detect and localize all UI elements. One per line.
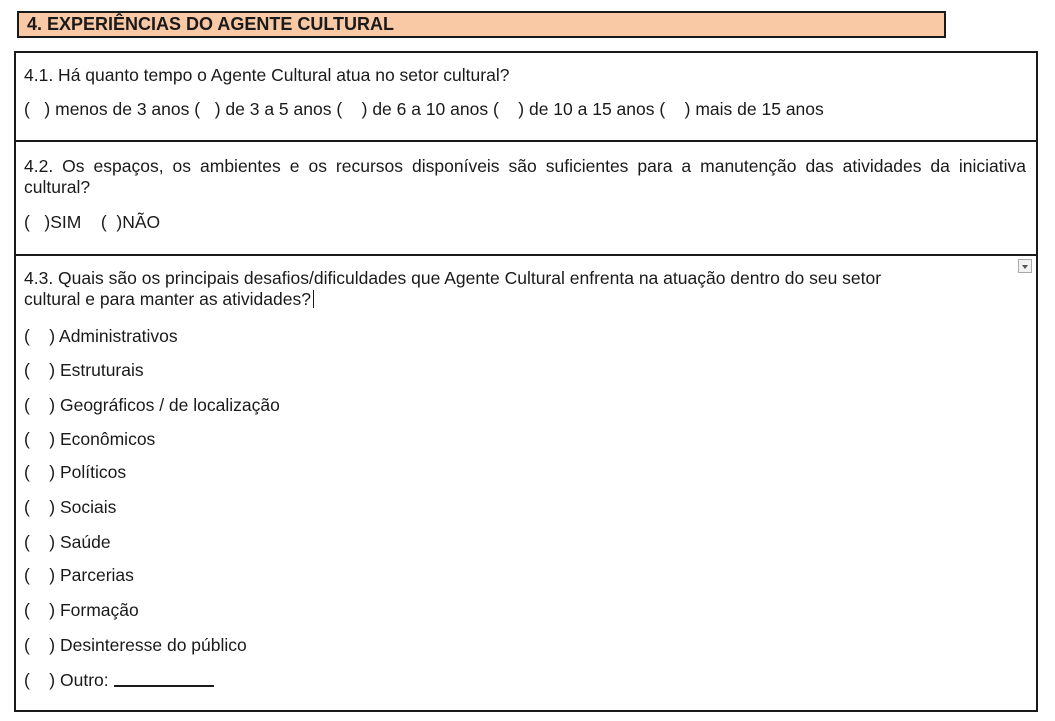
list-item	[24, 670, 214, 691]
list-item	[24, 497, 116, 518]
checkbox[interactable]: ( )	[24, 532, 56, 552]
list-item	[24, 395, 280, 416]
option-label: mais de 15 anos	[695, 99, 824, 119]
option-label: SIM	[50, 212, 82, 232]
question-4-1-options	[24, 99, 824, 120]
question-4-1-text: 4.1. Há quanto tempo o Agente Cultural atua no setor cultural?	[24, 65, 510, 85]
question-4-3-text	[24, 268, 1018, 289]
checkbox-menos-3[interactable]: ( )	[24, 99, 51, 119]
option-label: Políticos	[59, 462, 127, 482]
option-label: Desinteresse do público	[59, 635, 247, 655]
option-label: Parcerias	[59, 565, 134, 585]
option-label: Outro:	[59, 670, 109, 690]
list-item	[24, 532, 111, 553]
option-label: NÃO	[122, 212, 161, 232]
option-label: de 6 a 10 anos	[372, 99, 489, 119]
list-item	[24, 429, 155, 450]
option-label: Saúde	[59, 532, 111, 552]
dropdown-arrow-icon[interactable]	[1018, 259, 1032, 273]
question-4-3-box	[14, 254, 1038, 712]
other-blank-field[interactable]	[114, 671, 214, 687]
text-cursor	[313, 290, 314, 308]
option-label: Econômicos	[59, 429, 156, 449]
list-item	[24, 360, 144, 381]
checkbox-3-a-5[interactable]: ( )	[194, 99, 221, 119]
checkbox-6-a-10[interactable]: ( )	[336, 99, 368, 119]
question-4-3-line1: 4.3. Quais são os principais desafios/dificuldades que Agente Cultural enfrenta na atuação dentro do seu setor	[24, 268, 882, 288]
question-4-2-box	[14, 140, 1038, 256]
checkbox[interactable]: ( )	[24, 326, 56, 346]
option-label: Estruturais	[59, 360, 144, 380]
option-label: Geográficos / de localização	[59, 395, 280, 415]
option-label: menos de 3 anos	[55, 99, 190, 119]
checkbox[interactable]: ( )	[24, 635, 56, 655]
checkbox-10-a-15[interactable]: ( )	[492, 99, 525, 119]
question-4-1-box	[14, 51, 1038, 142]
checkbox[interactable]: ( )	[24, 565, 56, 585]
section-title: 4. EXPERIÊNCIAS DO AGENTE CULTURAL	[17, 11, 946, 38]
option-label: Sociais	[59, 497, 117, 517]
option-label: Formação	[59, 600, 139, 620]
checkbox[interactable]: ( )	[24, 395, 56, 415]
option-label: Administrativos	[59, 326, 178, 346]
list-item	[24, 565, 134, 586]
question-4-2-text: 4.2. Os espaços, os ambientes e os recursos disponíveis são suficientes para a manutenção das atividades da iniciativa cultural?	[24, 156, 1026, 197]
checkbox[interactable]: ( )	[24, 462, 56, 482]
question-4-2-options	[24, 212, 160, 233]
checkbox-sim[interactable]: ( )	[24, 212, 51, 232]
option-label: de 10 a 15 anos	[528, 99, 655, 119]
list-item	[24, 635, 247, 656]
list-item	[24, 600, 139, 621]
question-4-3-line2: cultural e para manter as atividades?	[24, 289, 311, 309]
checkbox-mais-15[interactable]: ( )	[659, 99, 691, 119]
checkbox[interactable]: ( )	[24, 497, 56, 517]
checkbox[interactable]: ( )	[24, 360, 56, 380]
question-4-3-line2-wrap	[24, 289, 314, 310]
checkbox[interactable]: ( )	[24, 429, 56, 449]
checkbox-nao[interactable]: ( )	[100, 212, 123, 232]
checkbox[interactable]: ( )	[24, 670, 56, 690]
list-item	[24, 462, 126, 483]
option-label: de 3 a 5 anos	[225, 99, 332, 119]
checkbox[interactable]: ( )	[24, 600, 56, 620]
list-item	[24, 326, 178, 347]
